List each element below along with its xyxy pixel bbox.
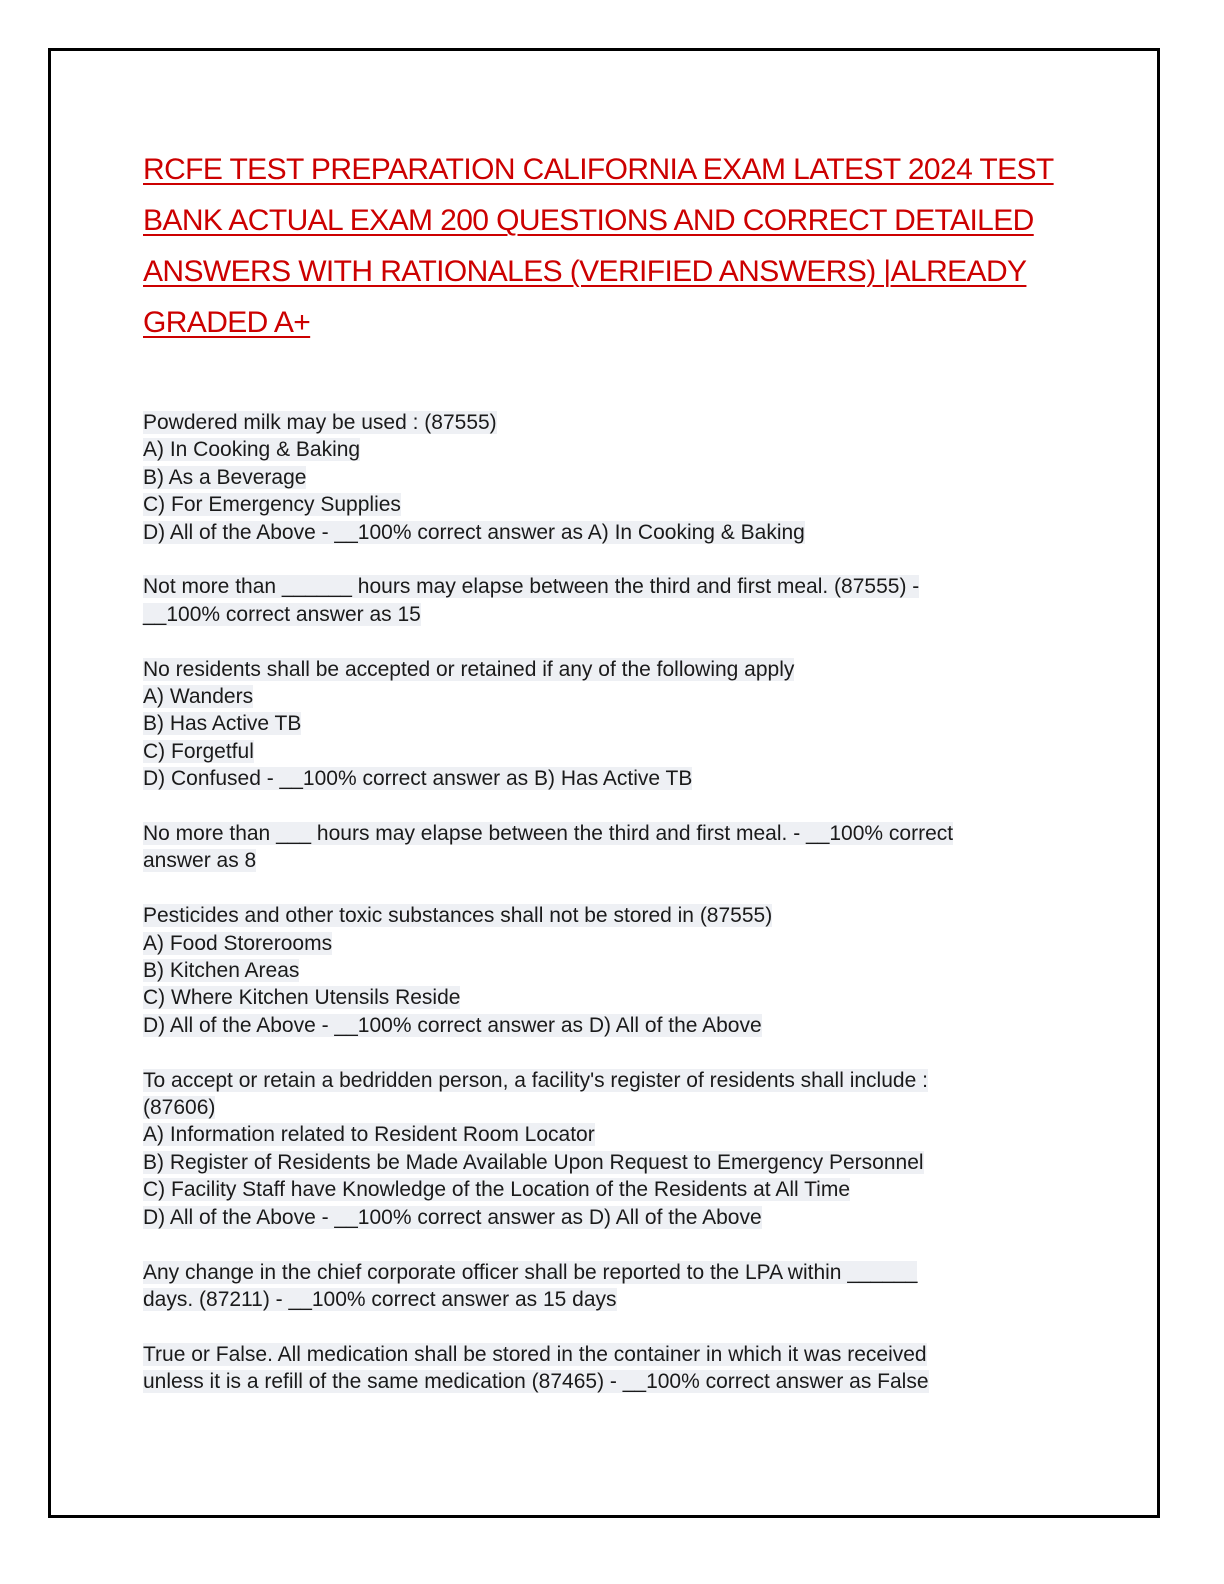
question-line: To accept or retain a bedridden person, a facility's register of residents shall include :: [143, 1068, 928, 1092]
question-line: True or False. All medication shall be stored in the container in which it was received: [143, 1342, 927, 1366]
question-line: Pesticides and other toxic substances shall not be stored in (87555): [143, 904, 773, 928]
option-line: B) Register of Residents be Made Available Upon Request to Emergency Personnel: [143, 1150, 924, 1174]
answer-line: answer as 8: [143, 849, 257, 873]
question-block-2: [143, 573, 1073, 628]
question-line: No residents shall be accepted or retained if any of the following apply: [143, 657, 795, 681]
question-block-1: [143, 409, 1073, 546]
option-line: C) Where Kitchen Utensils Reside: [143, 986, 461, 1010]
option-line: A) In Cooking & Baking: [143, 438, 361, 462]
question-list: [143, 409, 1073, 1423]
option-line: A) Food Storerooms: [143, 931, 333, 955]
answer-line: D) Confused - __100% correct answer as B) Has Active TB: [143, 767, 693, 791]
question-block-5: [143, 902, 1073, 1039]
question-line: No more than ___ hours may elapse between the third and first meal. - __100% correct: [143, 822, 954, 846]
answer-line: __100% correct answer as 15: [143, 602, 421, 626]
answer-line: D) All of the Above - __100% correct answer as A) In Cooking & Baking: [143, 520, 805, 544]
question-line: (87606): [143, 1096, 216, 1120]
answer-line: unless it is a refill of the same medication (87465) - __100% correct answer as False: [143, 1370, 929, 1394]
question-line: Not more than ______ hours may elapse between the third and first meal. (87555) -: [143, 575, 920, 599]
option-line: C) Forgetful: [143, 739, 254, 763]
option-line: C) Facility Staff have Knowledge of the Location of the Residents at All Time: [143, 1178, 850, 1202]
question-line: Any change in the chief corporate officer shall be reported to the LPA within ______: [143, 1260, 918, 1284]
answer-line: D) All of the Above - __100% correct answer as D) All of the Above: [143, 1205, 762, 1229]
answer-line: days. (87211) - __100% correct answer as 15 days: [143, 1287, 617, 1311]
option-line: B) As a Beverage: [143, 465, 307, 489]
question-block-6: [143, 1067, 1073, 1231]
question-block-3: [143, 656, 1073, 793]
option-line: A) Wanders: [143, 685, 254, 709]
answer-line: D) All of the Above - __100% correct answer as D) All of the Above: [143, 1013, 762, 1037]
question-block-4: [143, 820, 1073, 875]
option-line: B) Kitchen Areas: [143, 959, 300, 983]
option-line: B) Has Active TB: [143, 712, 302, 736]
document-title: RCFE TEST PREPARATION CALIFORNIA EXAM LATEST 2024 TEST BANK ACTUAL EXAM 200 QUESTIONS AND CORRECT DETAILED ANSWERS WITH RATIONALES (VERIFIED ANSWERS) |ALREADY GRADED A+: [143, 153, 1054, 339]
option-line: A) Information related to Resident Room Locator: [143, 1123, 595, 1147]
question-line: Powdered milk may be used : (87555): [143, 411, 497, 434]
question-block-7: [143, 1259, 1073, 1314]
option-line: C) For Emergency Supplies: [143, 493, 401, 517]
question-block-8: [143, 1341, 1073, 1396]
